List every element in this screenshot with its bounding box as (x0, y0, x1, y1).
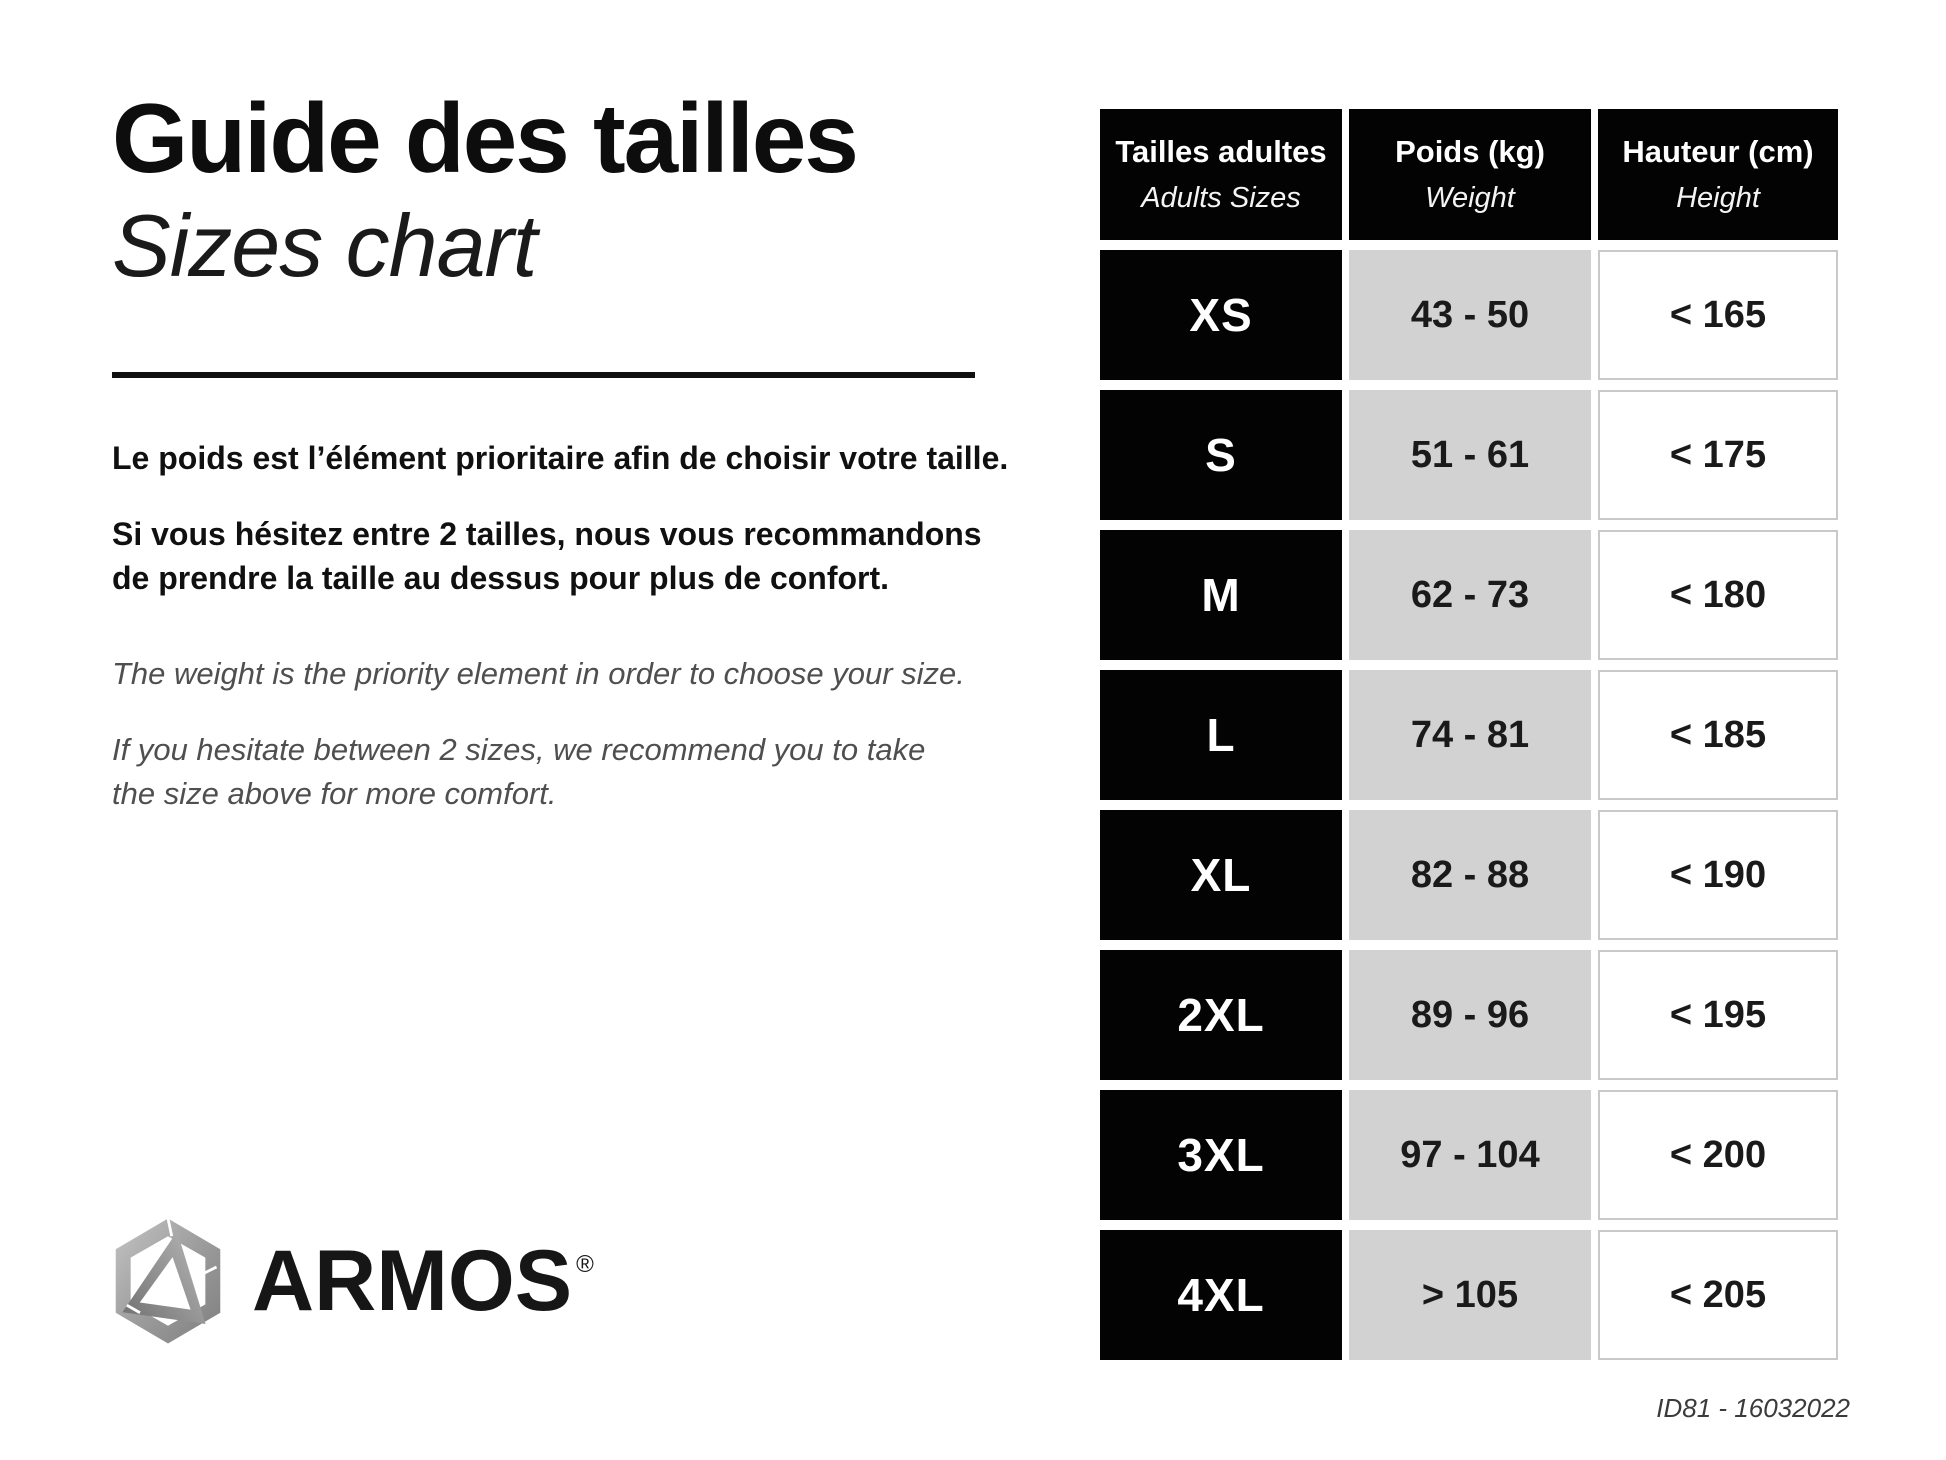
size-cell: M (1100, 530, 1342, 660)
intro-en-line-2a: If you hesitate between 2 sizes, we recommend you to take (112, 732, 926, 767)
page-subtitle: Sizes chart (112, 195, 537, 295)
table-header-sizes (1100, 109, 1342, 240)
header-sizes-fr: Tailles adultes (1115, 134, 1327, 169)
height-cell: < 180 (1598, 530, 1838, 660)
weight-cell: 82 - 88 (1349, 810, 1591, 940)
registered-trademark-symbol: ® (576, 1251, 594, 1278)
size-cell: 3XL (1100, 1090, 1342, 1220)
header-sizes-en: Adults Sizes (1141, 182, 1301, 214)
intro-fr-line-2a: Si vous hésitez entre 2 tailles, nous vous recommandons (112, 516, 982, 552)
height-cell: < 205 (1598, 1230, 1838, 1360)
header-height-en: Height (1676, 182, 1760, 214)
height-cell: < 165 (1598, 250, 1838, 380)
size-cell: XS (1100, 250, 1342, 380)
intro-block (112, 436, 1112, 816)
height-cell: < 185 (1598, 670, 1838, 800)
intro-fr-line-1: Le poids est l’élément prioritaire afin de choisir votre taille. (112, 440, 1009, 476)
brand-block (112, 1212, 594, 1350)
intro-en-line-2b: the size above for more comfort. (112, 776, 557, 811)
size-table (1100, 109, 1838, 1360)
header-height-fr: Hauteur (cm) (1622, 134, 1814, 169)
intro-fr-line-2b: de prendre la taille au dessus pour plus de confort. (112, 560, 890, 596)
size-cell: L (1100, 670, 1342, 800)
size-cell: 4XL (1100, 1230, 1342, 1360)
intro-en-line-1: The weight is the priority element in order to choose your size. (112, 656, 965, 691)
weight-cell: 43 - 50 (1349, 250, 1591, 380)
table-header-height (1598, 109, 1838, 240)
page-title: Guide des tailles (112, 83, 857, 193)
height-cell: < 200 (1598, 1090, 1838, 1220)
title-block (112, 83, 1052, 295)
divider-rule (112, 372, 975, 378)
weight-cell: 62 - 73 (1349, 530, 1591, 660)
weight-cell: > 105 (1349, 1230, 1591, 1360)
table-header-weight (1349, 109, 1591, 240)
document-reference: ID81 - 16032022 (1656, 1393, 1850, 1423)
size-cell: S (1100, 390, 1342, 520)
header-weight-fr: Poids (kg) (1395, 134, 1545, 169)
weight-cell: 97 - 104 (1349, 1090, 1591, 1220)
size-cell: 2XL (1100, 950, 1342, 1080)
height-cell: < 175 (1598, 390, 1838, 520)
armos-hexagon-triangle-logo-icon (112, 1212, 224, 1350)
size-cell: XL (1100, 810, 1342, 940)
brand-name-text: ARMOS (252, 1233, 573, 1329)
weight-cell: 74 - 81 (1349, 670, 1591, 800)
weight-cell: 51 - 61 (1349, 390, 1591, 520)
header-weight-en: Weight (1425, 182, 1515, 214)
height-cell: < 190 (1598, 810, 1838, 940)
brand-wordmark (252, 1233, 594, 1329)
weight-cell: 89 - 96 (1349, 950, 1591, 1080)
height-cell: < 195 (1598, 950, 1838, 1080)
